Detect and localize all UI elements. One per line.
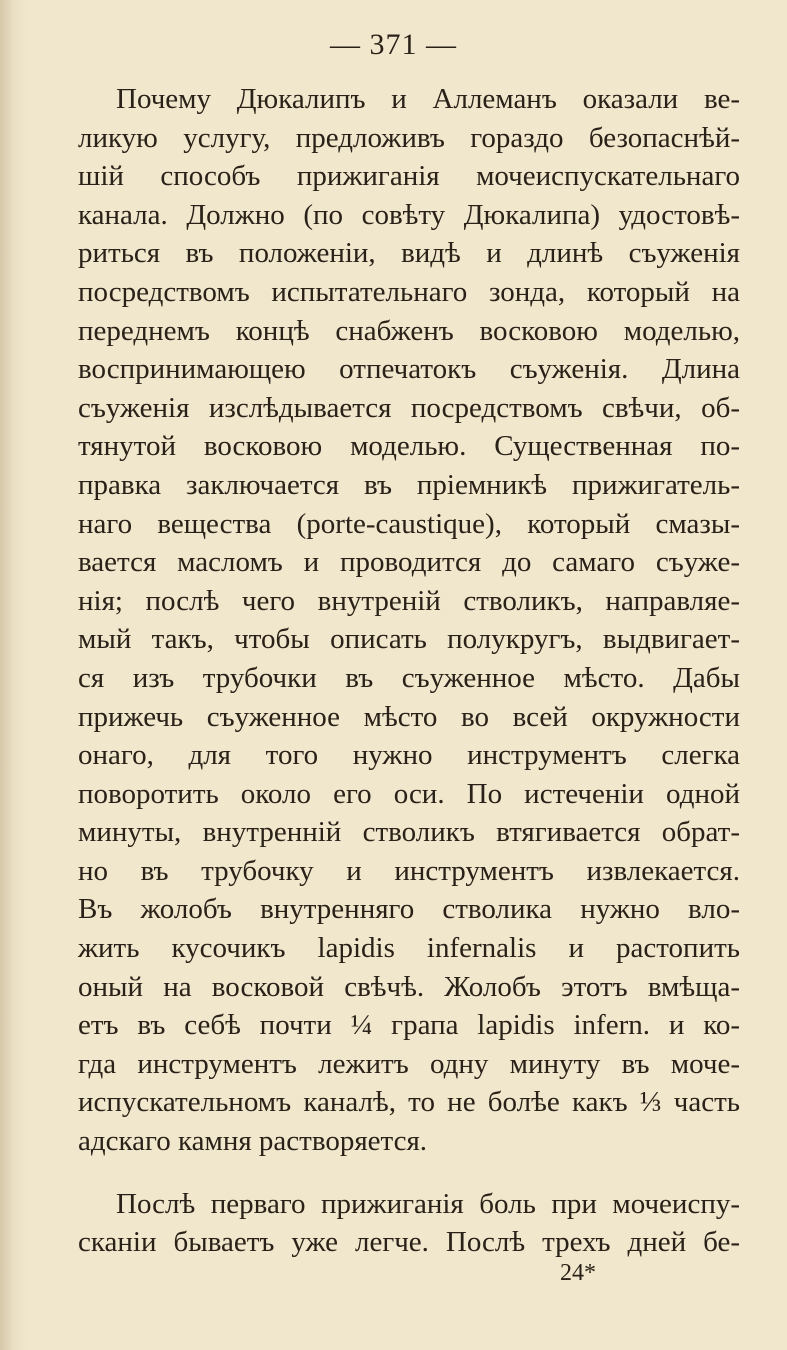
text-line: гда инструментъ лежитъ одну минуту въ моче- [78,1047,740,1080]
text-line: ликую услугу, предложивъ гораздо безопаснѣй- [78,121,740,154]
text-line: переднемъ концѣ снабженъ восковою моделью, [78,314,740,347]
text-line: адскаго камня растворяется. [78,1125,428,1158]
body-text [78,80,740,1262]
text-line: прижечь съуженное мѣсто во всей окружности [78,700,740,733]
text-line: етъ въ себѣ почти ¼ грапа lapidis infern. и ко- [78,1009,740,1042]
text-line: посредствомъ испытательнаго зонда, который на [78,275,740,308]
signature-mark: 24* [560,1260,596,1286]
text-line: жить кусочикъ lapidis infernalis и растопить [78,932,740,965]
text-line: испускательномъ каналѣ, то не болѣе какъ ⅓ часть [78,1086,740,1119]
text-line: нія; послѣ чего внутреній стволикъ, направляе- [78,584,740,617]
text-line: тянутой восковою моделью. Существенная по- [78,430,740,463]
paragraph [78,1185,740,1262]
text-line: сканіи бываетъ уже легче. Послѣ трехъ дней бе- [78,1226,740,1259]
text-line: минуты, внутренній стволикъ втягивается обрат- [78,816,740,849]
text-line: Въ жолобъ внутренняго стволика нужно вло- [78,893,740,926]
text-line: но въ трубочку и инструментъ извлекается. [78,854,740,887]
text-line: Послѣ перваго прижиганія боль при мочеиспу- [116,1187,740,1220]
paragraph [78,80,740,1161]
text-line: канала. Должно (по совѣту Дюкалипа) удостовѣ- [78,198,740,231]
text-line: Почему Дюкалипъ и Аллеманъ оказали ве- [116,83,740,115]
paragraph-gap [78,1161,740,1185]
text-line: оный на восковой свѣчѣ. Жолобъ этотъ вмѣща- [78,970,740,1003]
text-line: вается масломъ и проводится до самаго съуже- [78,546,740,579]
text-line: правка заключается въ пріемникѣ прижигатель- [78,468,740,501]
text-line: риться въ положеніи, видѣ и длинѣ съуженія [78,237,740,270]
text-line: поворотить около его оси. По истеченіи одной [78,777,740,810]
text-line: ся изъ трубочки въ съуженное мѣсто. Дабы [78,661,740,694]
text-line: мый такъ, чтобы описать полукругъ, выдвигает- [78,623,740,656]
text-line: съуженія изслѣдывается посредствомъ свѣчи, об- [78,391,740,424]
text-line: шій способъ прижиганія мочеиспускательнаго [78,160,740,193]
text-line: онаго, для того нужно инструментъ слегка [78,739,740,772]
text-line: наго вещества (porte-caustique), который смазы- [78,507,740,540]
text-line: воспринимающею отпечатокъ съуженія. Длина [78,353,740,386]
page-number: — 371 — [330,28,457,61]
